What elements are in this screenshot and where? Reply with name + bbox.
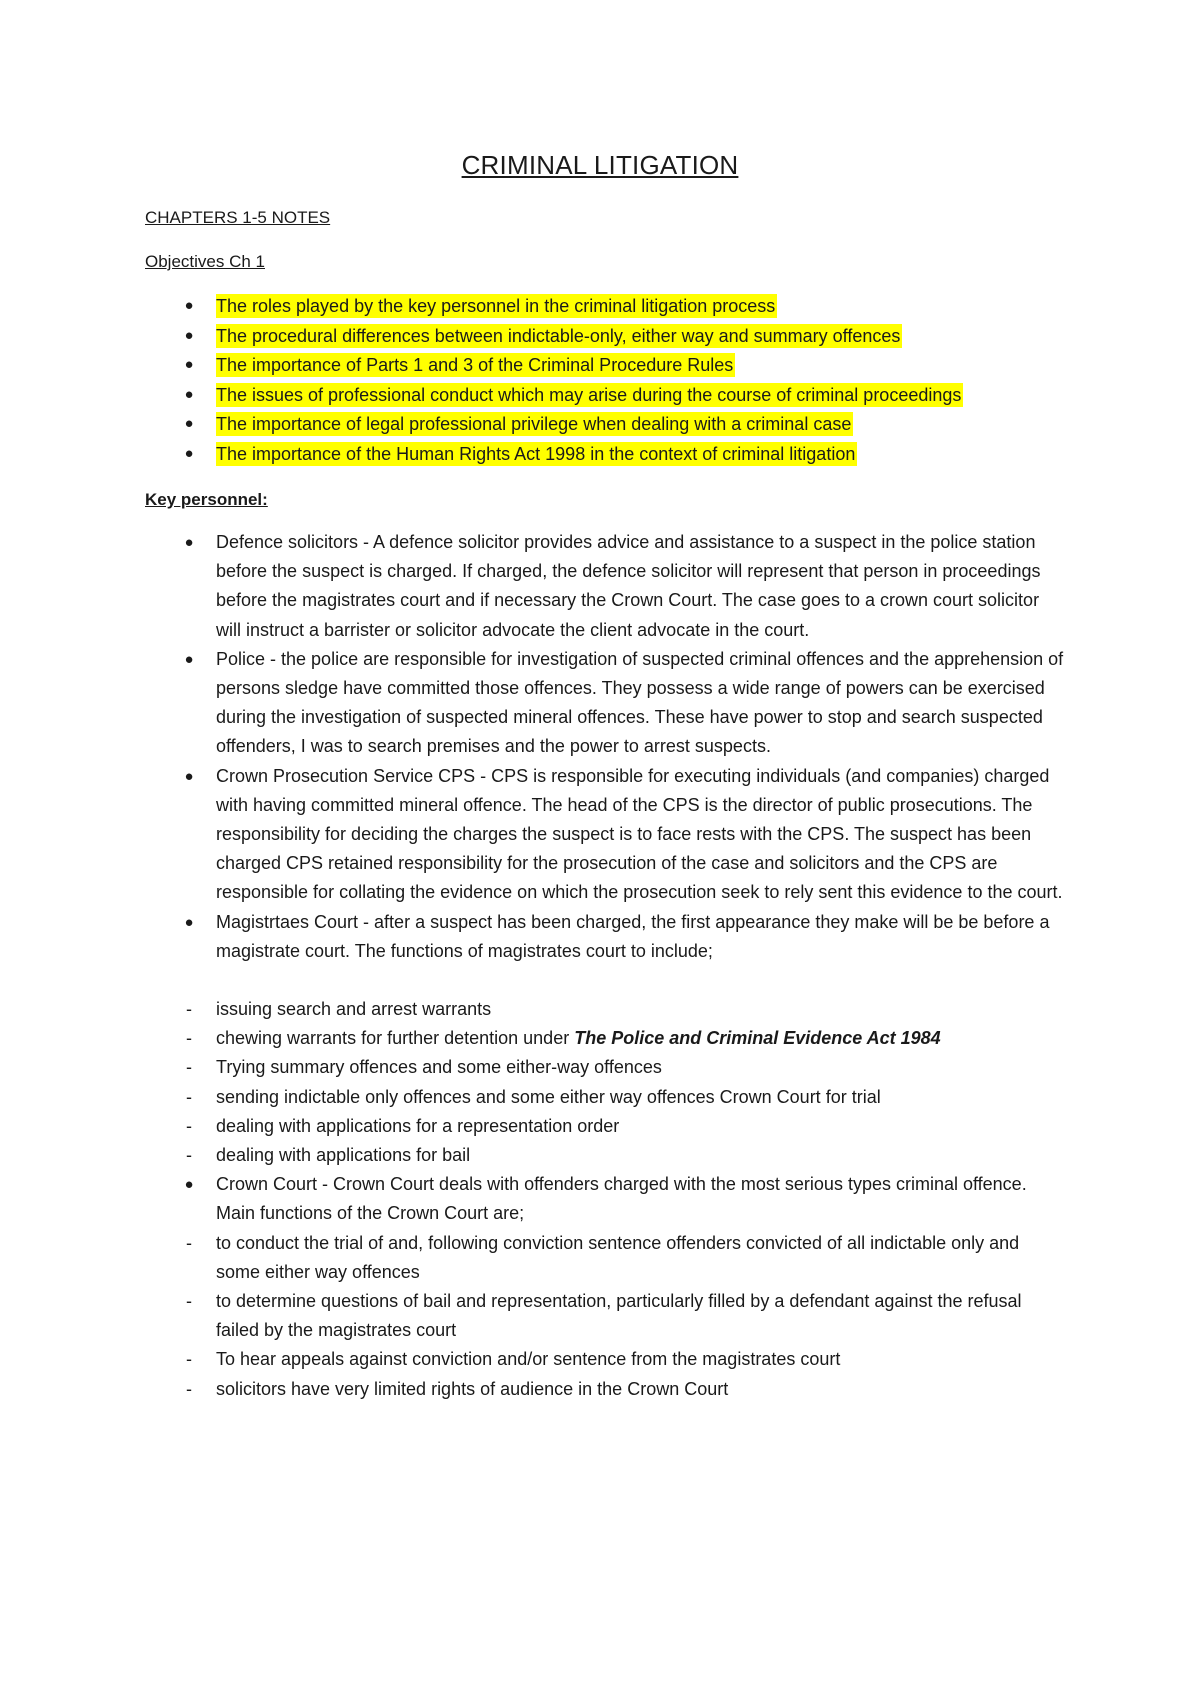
magistrates-function: sending indictable only offences and some either way offences Crown Court for trial bbox=[216, 1086, 881, 1107]
bullet-icon: ● bbox=[184, 326, 194, 344]
magistrates-court-text: Magistrtaes Court - after a suspect has been charged, the first appearance they make will be be before a magistrate court. The functions of magistrates court to include; bbox=[216, 911, 1050, 961]
dash-marker: - bbox=[186, 1086, 192, 1107]
list-item bbox=[0, 1229, 1200, 1287]
bullet-icon: ● bbox=[184, 913, 194, 931]
list-item bbox=[0, 1112, 1200, 1141]
chapters-subtitle: CHAPTERS 1-5 NOTES bbox=[145, 208, 331, 227]
bullet-icon: ● bbox=[184, 444, 194, 462]
list-item bbox=[0, 528, 1200, 645]
crown-court-function: to determine questions of bail and representation, particularly filled by a defendant against the refusal failed by the magistrates court bbox=[216, 1291, 1022, 1341]
magistrates-function: Trying summary offences and some either-way offences bbox=[216, 1057, 662, 1078]
list-item bbox=[0, 645, 1200, 762]
police-text: Police - the police are responsible for investigation of suspected criminal offences and the apprehension of persons sledge have committed those offences. They possess a wide range of powers can be exercised during the investigation of suspected mineral offences. These have power to stop and search suspected offenders, I was to search premises and the power to arrest suspects. bbox=[216, 648, 1064, 757]
dash-marker: - bbox=[186, 1232, 192, 1253]
highlighted-text: The importance of Parts 1 and 3 of the Criminal Procedure Rules bbox=[216, 355, 734, 375]
bullet-icon: ● bbox=[184, 534, 194, 551]
dash-marker: - bbox=[186, 1291, 192, 1312]
magistrates-function: dealing with applications for bail bbox=[216, 1145, 471, 1166]
cps-text: Crown Prosecution Service CPS - CPS is responsible for executing individuals (and companies) charged with having committed mineral offence. The head of the CPS is the director of public prosecutions. The responsibility for deciding the charges the suspect is to face rests with the CPS. The suspect has been charged CPS retained responsibility for the prosecution of the case and solicitors and the CPS are responsible for collating the evidence on which the prosecution seek to rely sent this evidence to the court. bbox=[216, 765, 1063, 903]
crown-court-function: To hear appeals against conviction and/or sentence from the magistrates court bbox=[216, 1349, 841, 1370]
highlighted-text: The importance of the Human Rights Act 1998 in the context of criminal litigation bbox=[216, 443, 856, 464]
highlighted-text: The importance of legal professional privilege when dealing with a criminal case bbox=[216, 414, 852, 434]
magistrates-function bbox=[216, 1024, 1066, 1053]
list-item bbox=[0, 1083, 1200, 1112]
list-item bbox=[0, 908, 1200, 966]
dash-marker: - bbox=[186, 1378, 192, 1399]
list-item bbox=[0, 1024, 1200, 1053]
dash-marker: - bbox=[186, 1028, 192, 1049]
document-title: CRIMINAL LITIGATION bbox=[461, 150, 739, 180]
spacer bbox=[0, 966, 1200, 995]
list-item bbox=[0, 1345, 1200, 1374]
highlighted-text: The issues of professional conduct which may arise during the course of criminal proceedings bbox=[216, 384, 962, 405]
dash-marker: - bbox=[186, 1145, 192, 1166]
dash-marker: - bbox=[186, 1115, 192, 1136]
highlighted-text: The roles played by the key personnel in the criminal litigation process bbox=[216, 296, 776, 316]
magistrates-function: dealing with applications for a representation order bbox=[216, 1115, 620, 1136]
key-personnel-heading: Key personnel: bbox=[145, 490, 268, 509]
act-title: The Police and Criminal Evidence Act 1984 bbox=[574, 1028, 941, 1049]
dash-marker: - bbox=[186, 1349, 192, 1370]
list-item bbox=[0, 1053, 1200, 1082]
list-item bbox=[0, 1141, 1200, 1170]
list-item bbox=[0, 995, 1200, 1024]
list-item bbox=[0, 762, 1200, 908]
dash-marker: - bbox=[186, 1057, 192, 1078]
objectives-heading: Objectives Ch 1 bbox=[145, 252, 265, 271]
bullet-icon: ● bbox=[184, 767, 194, 785]
crown-court-function: to conduct the trial of and, following conviction sentence offenders convicted of all indictable only and some either way offences bbox=[216, 1232, 1020, 1282]
crown-court-function: solicitors have very limited rights of audience in the Crown Court bbox=[216, 1378, 729, 1399]
bullet-icon: ● bbox=[184, 385, 194, 403]
list-item bbox=[0, 1170, 1200, 1228]
highlighted-text: The procedural differences between indictable-only, either way and summary offences bbox=[216, 325, 901, 346]
bullet-icon: ● bbox=[184, 356, 194, 373]
bullet-icon: ● bbox=[184, 650, 194, 668]
magistrates-function: issuing search and arrest warrants bbox=[216, 999, 492, 1020]
function-text: chewing warrants for further detention under bbox=[216, 1028, 575, 1049]
key-personnel-list bbox=[0, 528, 1200, 1404]
bullet-icon: ● bbox=[184, 1176, 194, 1194]
defence-solicitors-text: Defence solicitors - A defence solicitor provides advice and assistance to a suspect in the police station before the suspect is charged. If charged, the defence solicitor will represent that person in proceedings before the magistrates court and if necessary the Crown Court. The case goes to a crown court solicitor will instruct a barrister or solicitor advocate the client advocate in the court. bbox=[216, 532, 1041, 640]
list-item bbox=[0, 1375, 1200, 1404]
bullet-icon: ● bbox=[184, 297, 194, 314]
dash-marker: - bbox=[186, 999, 192, 1020]
list-item bbox=[0, 1287, 1200, 1345]
bullet-icon: ● bbox=[184, 415, 194, 432]
crown-court-text: Crown Court - Crown Court deals with offenders charged with the most serious types criminal offence. Main functions of the Crown Court are; bbox=[216, 1174, 1027, 1224]
